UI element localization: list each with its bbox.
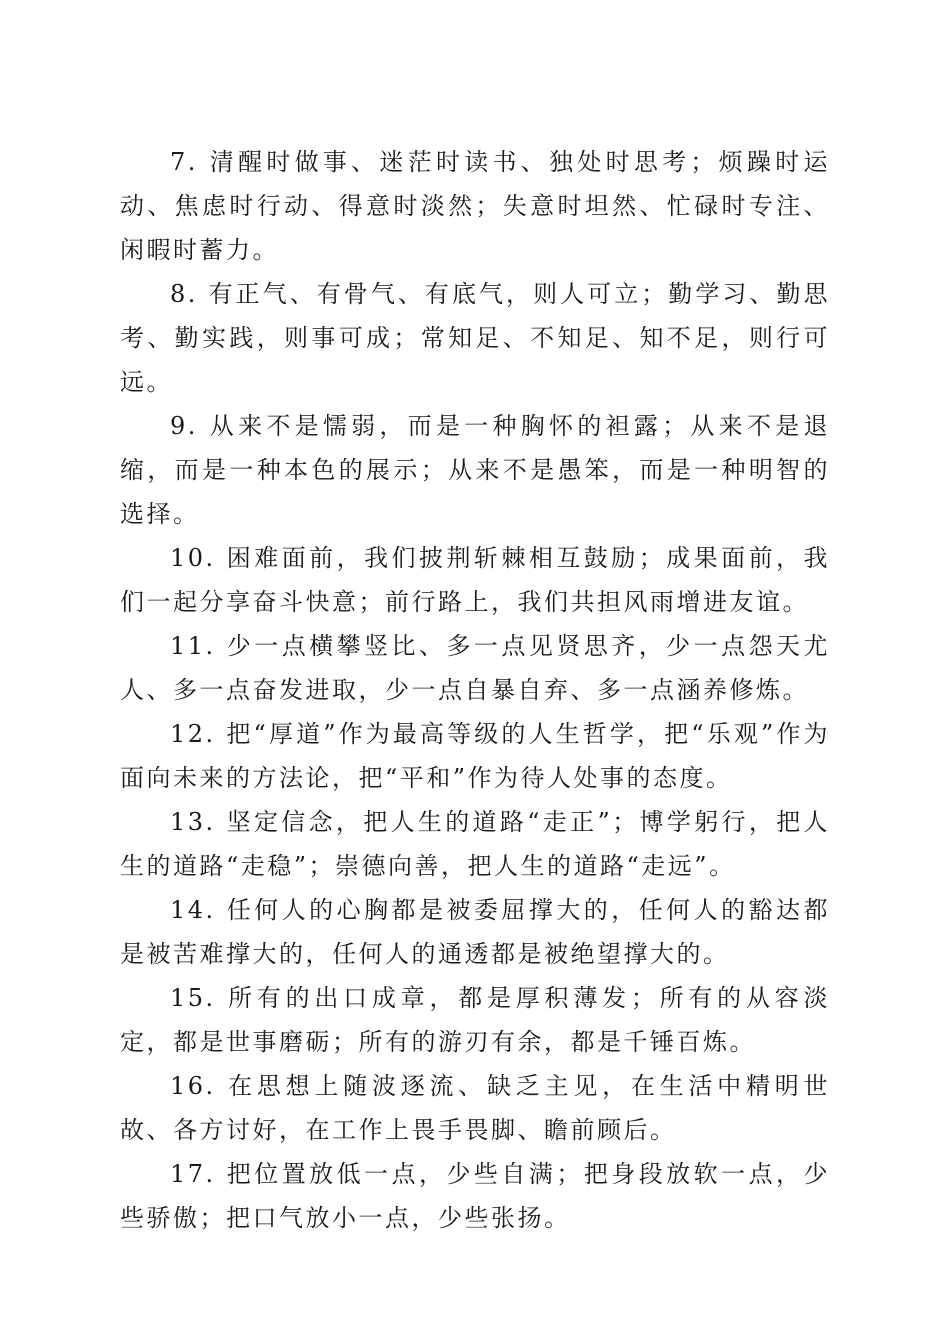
paragraph-7: 7. 清醒时做事、迷茫时读书、独处时思考；烦躁时运动、焦虑时行动、得意时淡然；失意时坦然、忙碌时专注、闲暇时蓄力。 <box>120 148 830 264</box>
paragraph-10: 10. 困难面前，我们披荆斩棘相互鼓励；成果面前，我们一起分享奋斗快意；前行路上，我们共担风雨增进友谊。 <box>120 544 830 616</box>
paragraph-13: 13. 坚定信念，把人生的道路“走正”；博学躬行，把人生的道路“走稳”；崇德向善，把人生的道路“走远”。 <box>120 808 830 880</box>
paragraph-11: 11. 少一点横攀竖比、多一点见贤思齐，少一点怨天尤人、多一点奋发进取，少一点自暴自弃、多一点涵养修炼。 <box>120 632 830 704</box>
paragraph-14: 14. 任何人的心胸都是被委屈撑大的，任何人的豁达都是被苦难撑大的，任何人的通透都是被绝望撑大的。 <box>120 896 830 968</box>
paragraph-15: 15. 所有的出口成章，都是厚积薄发；所有的从容淡定，都是世事磨砺；所有的游刃有余，都是千锤百炼。 <box>120 984 830 1056</box>
paragraph-16: 16. 在思想上随波逐流、缺乏主见，在生活中精明世故、各方讨好，在工作上畏手畏脚、瞻前顾后。 <box>120 1072 830 1144</box>
paragraph-12: 12. 把“厚道”作为最高等级的人生哲学，把“乐观”作为面向未来的方法论，把“平和”作为待人处事的态度。 <box>120 720 830 792</box>
paragraph-17: 17. 把位置放低一点，少些自满；把身段放软一点，少些骄傲；把口气放小一点，少些张扬。 <box>120 1160 830 1232</box>
paragraph-9: 9. 从来不是懦弱，而是一种胸怀的袒露；从来不是退缩，而是一种本色的展示；从来不是愚笨，而是一种明智的选择。 <box>120 412 830 528</box>
paragraph-8: 8. 有正气、有骨气、有底气，则人可立；勤学习、勤思考、勤实践，则事可成；常知足、不知足、知不足，则行可远。 <box>120 280 830 396</box>
document-body <box>120 140 830 1240</box>
